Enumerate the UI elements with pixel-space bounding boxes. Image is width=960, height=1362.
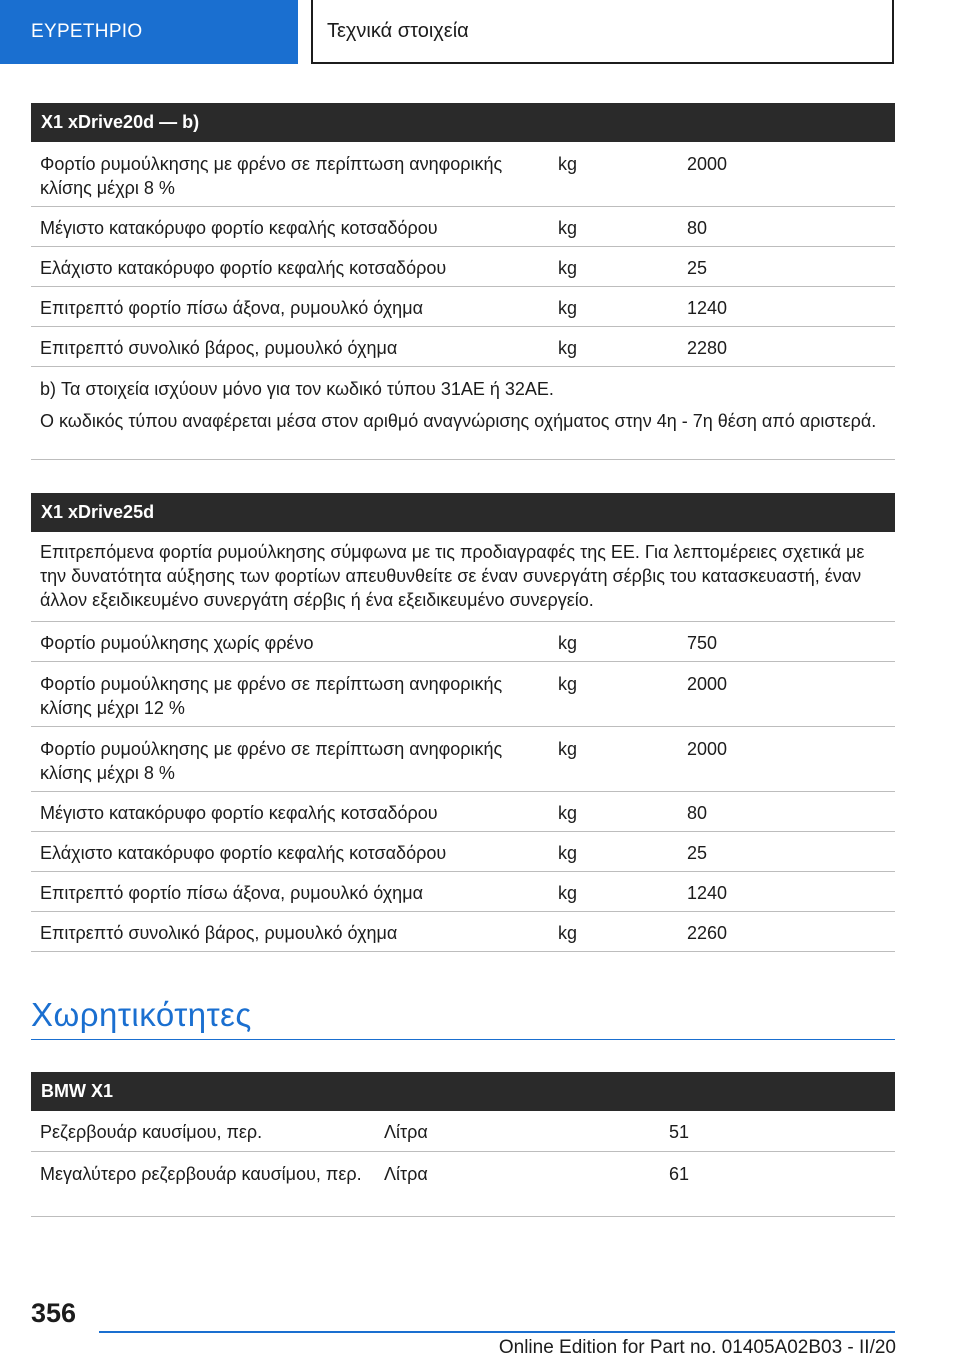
row-value: 2000 (687, 739, 728, 759)
table-row (31, 832, 895, 872)
row-label: Ελάχιστο κατακόρυφο φορτίο κεφαλής κοτσαδόρου (40, 258, 447, 278)
row-value: 1240 (687, 883, 728, 903)
row-label: Επιτρεπτό φορτίο πίσω άξονα, ρυμουλκό όχημα (40, 298, 423, 318)
row-label: Μέγιστο κατακόρυφο φορτίο κεφαλής κοτσαδόρου (40, 803, 438, 823)
row-label: Επιτρεπτό συνολικό βάρος, ρυμουλκό όχημα (40, 923, 398, 943)
row-value: 2260 (687, 923, 728, 943)
table-xdrive25d (31, 493, 895, 952)
row-unit: kg (558, 803, 578, 823)
table-row (31, 727, 895, 792)
row-unit: kg (558, 739, 578, 759)
edition-footer: Online Edition for Part no. 01405A02B03 - II/20 (498, 1337, 896, 1358)
page-number: 356 (31, 1298, 77, 1328)
row-unit: kg (558, 633, 578, 653)
row-unit: Λίτρα (384, 1164, 428, 1184)
row-unit: kg (558, 338, 578, 358)
table-capacities (31, 1072, 895, 1217)
row-value: 2000 (687, 674, 728, 694)
table-title: X1 xDrive20d — b) (31, 103, 895, 142)
row-label: Μεγαλύτερο ρεζερβουάρ καυσίμου, περ. (40, 1164, 362, 1184)
row-label: Φορτίο ρυμούλκησης με φρένο σε περίπτωση ανηφορικής κλίσης μέχρι 8 % (40, 739, 503, 783)
table-row (31, 792, 895, 832)
table-row (31, 622, 895, 662)
row-label: Φορτίο ρυμούλκησης χωρίς φρένο (40, 633, 314, 653)
table-row (31, 1111, 895, 1152)
row-value: 1240 (687, 298, 728, 318)
table-row (31, 327, 895, 367)
row-value: 750 (687, 633, 718, 653)
row-label: Μέγιστο κατακόρυφο φορτίο κεφαλής κοτσαδόρου (40, 218, 438, 238)
table-note (31, 367, 895, 460)
row-unit: kg (558, 883, 578, 903)
index-tab[interactable]: ΕΥΡΕΤΗΡΙΟ (0, 0, 298, 64)
table-row (31, 207, 895, 247)
row-unit: kg (558, 154, 578, 174)
intro-text: Επιτρεπόμενα φορτία ρυμούλκησης σύμφωνα με τις προδιαγραφές της ΕΕ. Για λεπτομέρειες σχετικά με την δυνατότητα αύξησης των φορτίων απευθυνθείτε σε έναν συνεργάτη σέρβις του κατασκευαστή, έναν άλλον εξειδικευμένο συνεργάτη σέρβις ή ένα εξειδικευμένο συνεργείο. (40, 542, 865, 610)
row-unit: kg (558, 258, 578, 278)
row-label: Ελάχιστο κατακόρυφο φορτίο κεφαλής κοτσαδόρου (40, 843, 447, 863)
table-row (31, 287, 895, 327)
table-row (31, 662, 895, 727)
row-unit: kg (558, 298, 578, 318)
top-bar (0, 0, 960, 66)
table-title: BMW X1 (31, 1072, 895, 1111)
table-xdrive20d (31, 103, 895, 460)
table-row (31, 912, 895, 952)
row-value: 51 (669, 1122, 690, 1142)
row-unit: Λίτρα (384, 1122, 428, 1142)
row-label: Φορτίο ρυμούλκησης με φρένο σε περίπτωση ανηφορικής κλίσης μέχρι 8 % (40, 154, 503, 198)
table-row (31, 1152, 895, 1217)
footnote: b) Τα στοιχεία ισχύουν μόνο για τον κωδικό τύπου 31AE ή 32AE. (40, 379, 554, 399)
row-value: 80 (687, 218, 708, 238)
row-unit: kg (558, 923, 578, 943)
row-value: 80 (687, 803, 708, 823)
table-title: X1 xDrive25d (31, 493, 895, 532)
row-label: Φορτίο ρυμούλκησης με φρένο σε περίπτωση ανηφορικής κλίσης μέχρι 12 % (40, 674, 503, 718)
row-value: 2280 (687, 338, 728, 358)
table-intro (31, 532, 895, 622)
row-value: 25 (687, 258, 708, 278)
table-row (31, 872, 895, 912)
row-value: 2000 (687, 154, 728, 174)
footer-divider (99, 1331, 895, 1333)
row-label: Επιτρεπτό συνολικό βάρος, ρυμουλκό όχημα (40, 338, 398, 358)
section-tab[interactable]: Τεχνικά στοιχεία (311, 0, 894, 64)
row-unit: kg (558, 674, 578, 694)
row-value: 61 (669, 1164, 690, 1184)
section-heading-capacities: Χωρητικότητες (31, 996, 895, 1040)
row-label: Επιτρεπτό φορτίο πίσω άξονα, ρυμουλκό όχημα (40, 883, 423, 903)
table-row (31, 142, 895, 207)
row-value: 25 (687, 843, 708, 863)
row-unit: kg (558, 843, 578, 863)
row-label: Ρεζερβουάρ καυσίμου, περ. (40, 1122, 263, 1142)
footnote-detail: Ο κωδικός τύπου αναφέρεται μέσα στον αριθμό αναγνώρισης οχήματος στην 4η - 7η θέση από αριστερά. (40, 411, 877, 431)
row-unit: kg (558, 218, 578, 238)
table-row (31, 247, 895, 287)
